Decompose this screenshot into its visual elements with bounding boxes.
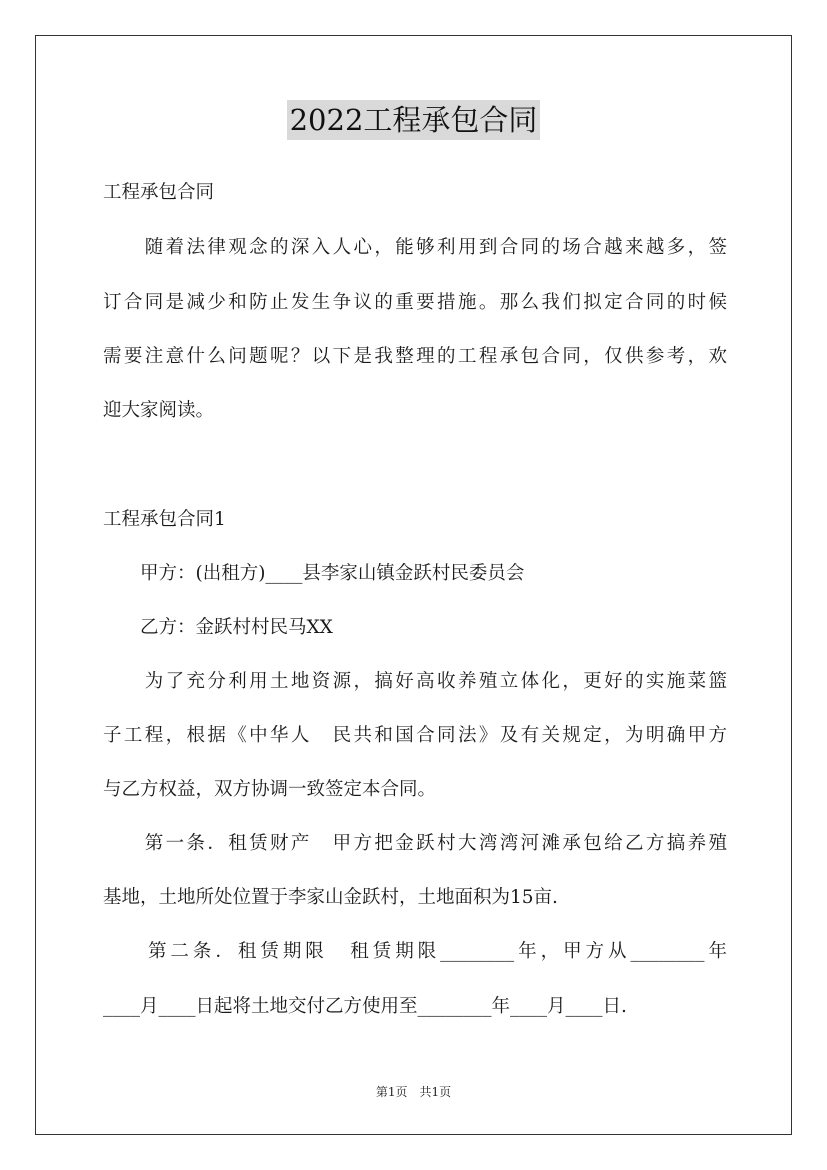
body-line: 第一条．租赁财产 甲方把金跃村大湾湾河滩承包给乙方搞养殖 [103,833,727,854]
body-line: 甲方：(出租方)____县李家山镇金跃村民委员会 [103,563,525,584]
body-line: 基地，土地所处位置于李家山金跃村，土地面积为15亩. [103,887,558,908]
document-title: 2022工程承包合同 [287,100,541,140]
body-line: 乙方：金跃村村民马XX [103,617,333,638]
body-line: 第二条．租赁期限 租赁期限________年，甲方从________年 [103,941,727,962]
body-line: 为了充分利用土地资源，搞好高收养殖立体化，更好的实施菜篮 [103,671,727,692]
body-line: 迎大家阅读。 [103,400,215,421]
body-line: 与乙方权益，双方协调一致签定本合同。 [103,779,437,800]
section-heading: 工程承包合同1 [103,509,226,530]
body-line: ____月____日起将土地交付乙方使用至________年____月____日. [103,996,627,1017]
section-heading: 工程承包合同 [103,182,215,203]
page-footer: 第1页 共1页 [375,1085,452,1099]
body-line: 子工程，根据《中华人 民共和国合同法》及有关规定，为明确甲方 [103,725,727,746]
body-line: 需要注意什么问题呢？以下是我整理的工程承包合同，仅供参考，欢 [103,346,727,367]
body-line: 订合同是减少和防止发生争议的重要措施。那么我们拟定合同的时候 [103,292,727,313]
body-line: 随着法律观念的深入人心，能够利用到合同的场合越来越多，签 [103,237,727,258]
title-container [0,100,827,140]
